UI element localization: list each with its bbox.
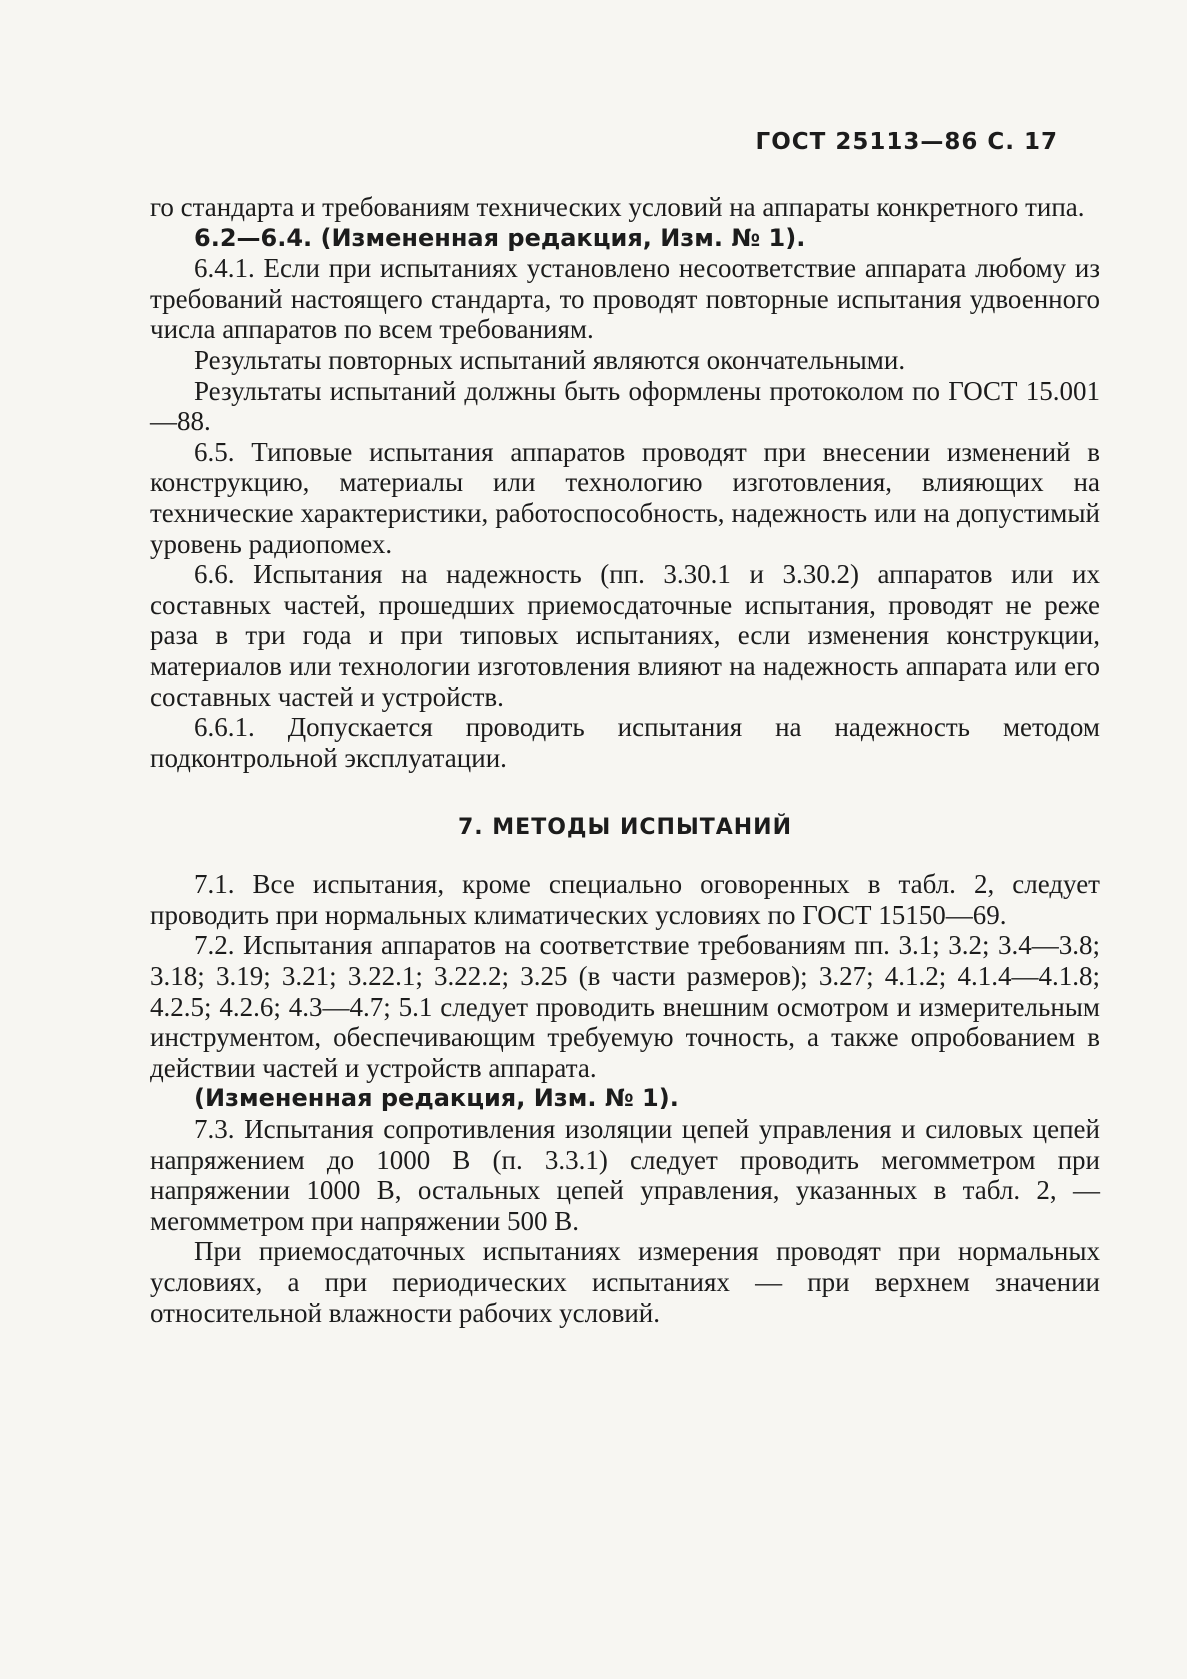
amendment-note-6-2-6-4: 6.2—6.4. (Измененная редакция, Изм. № 1). [194, 223, 806, 252]
document-body [150, 192, 1100, 1328]
paragraph-7-2: 7.2. Испытания аппаратов на соответствие требованиям пп. 3.1; 3.2; 3.4—3.8; 3.18; 3.19; 3.21; 3.22.1; 3.22.2; 3.25 (в части размеров); 3.27; 4.1.2; 4.1.4—4.1.8; 4.2.5; 4.2.6; 4.3—4.7; 5.1 следует проводить внешним осмотром и измерительным инструментом, обеспечивающим требуемую точность, а также опробованием в действии частей и устройств аппарата. [150, 930, 1100, 1083]
paragraph-continuation: го стандарта и требованиям технических условий на аппараты конкретного типа. [150, 192, 1085, 222]
paragraph-final-results: Результаты повторных испытаний являются окончательными. [194, 344, 906, 375]
paragraph-6-5: 6.5. Типовые испытания аппаратов проводят при внесении изменений в конструкцию, материалы или технологию изготовления, влияющих на технические характеристики, работоспособность, надежность или на допустимый уровень радиопомех. [150, 436, 1100, 559]
section-title: 7. МЕТОДЫ ИСПЫТАНИЙ [457, 815, 793, 841]
paragraph-7-1: 7.1. Все испытания, кроме специально оговоренных в табл. 2, следует проводить при нормальных климатических условиях по ГОСТ 15150—69. [150, 869, 1100, 930]
paragraph-7-3: 7.3. Испытания сопротивления изоляции цепей управления и силовых цепей напряжением до 1000 В (п. 3.3.1) следует проводить мегомметром при напряжении 1000 В, остальных цепей управления, указанных в табл. 2, — мегомметром при напряжении 500 В. [150, 1114, 1100, 1236]
paragraph-6-4-1: 6.4.1. Если при испытаниях установлено несоответствие аппарата любому из требований настоящего стандарта, то проводят повторные испытания удвоенного числа аппаратов по всем требованиям. [150, 253, 1100, 345]
page-header: ГОСТ 25113—86 С. 17 [755, 129, 1058, 155]
paragraph-6-6: 6.6. Испытания на надежность (пп. 3.30.1 и 3.30.2) аппаратов или их составных частей, прошедших приемосдаточные испытания, проводят не реже раза в три года и при типовых испытаниях, если изменения конструкции, материалов или технологии изготовления влияют на надежность аппарата или его составных частей и устройств. [150, 559, 1100, 712]
paragraph-6-6-1: 6.6.1. Допускается проводить испытания на надежность методом подконтрольной эксплуатации. [150, 712, 1100, 773]
document-page [150, 118, 1100, 1658]
paragraph-protocol: Результаты испытаний должны быть оформлены протоколом по ГОСТ 15.001—88. [150, 375, 1100, 437]
paragraph-acceptance-tests: При приемосдаточных испытаниях измерения проводят при нормальных условиях, а при периодических испытаниях — при верхнем значении относительной влажности рабочих условий. [150, 1236, 1100, 1328]
amendment-note-7-2: (Измененная редакция, Изм. № 1). [194, 1084, 679, 1113]
